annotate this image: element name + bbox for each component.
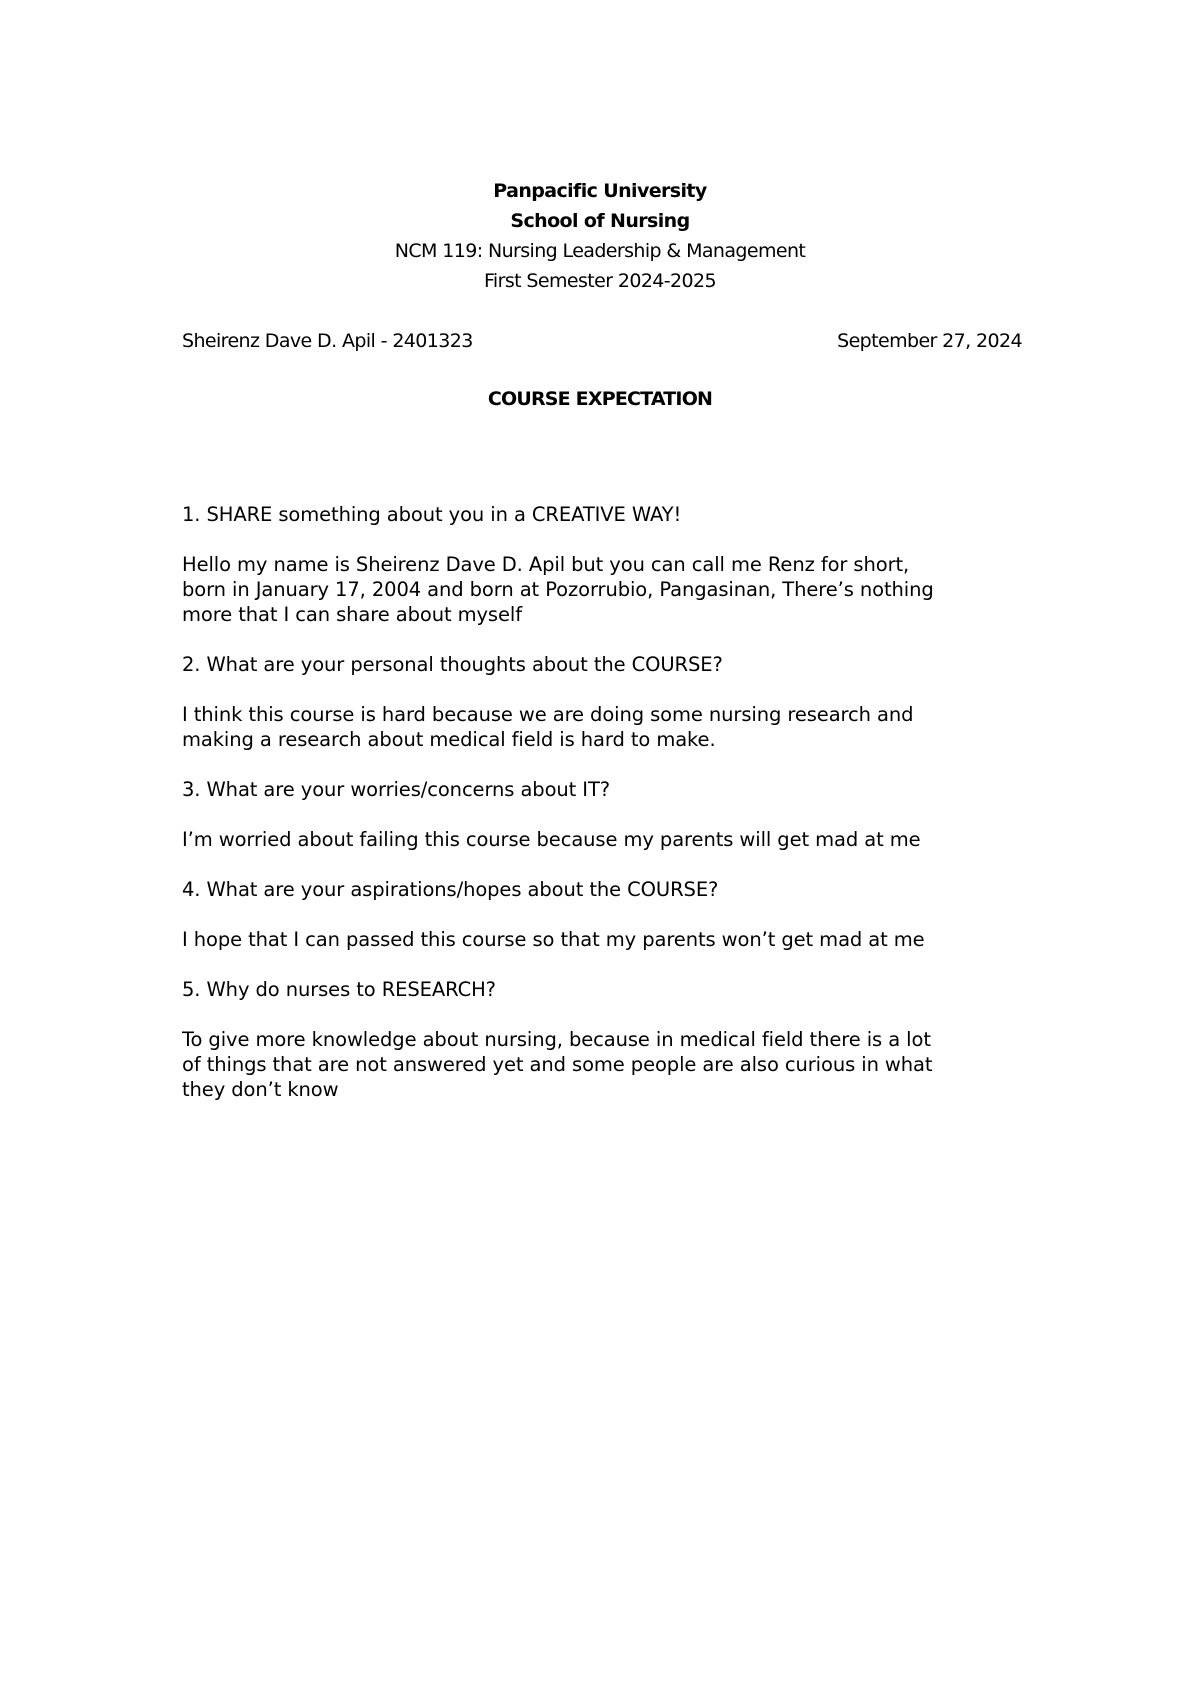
semester: First Semester 2024-2025 (483, 270, 717, 292)
document-title: COURSE EXPECTATION (487, 388, 713, 410)
submission-date: September 27, 2024 (837, 330, 1022, 352)
question-5: 5. Why do nurses to RESEARCH? (182, 978, 496, 1001)
student-name-id: Sheirenz Dave D. Apil - 2401323 (182, 330, 473, 352)
answer-4: I hope that I can passed this course so that my parents won’t get mad at me (182, 928, 925, 951)
answer-5: To give more knowledge about nursing, because in medical field there is a lot of things that are not answered yet and some people are also curious in what they don’t know (182, 1028, 933, 1101)
question-1: 1. SHARE something about you in a CREATIVE WAY! (182, 503, 682, 526)
answer-3: I’m worried about failing this course because my parents will get mad at me (182, 828, 921, 851)
answer-2: I think this course is hard because we are doing some nursing research and making a research about medical field is hard to make. (182, 703, 914, 751)
question-3: 3. What are your worries/concerns about IT? (182, 778, 611, 801)
question-4: 4. What are your aspirations/hopes about the COURSE? (182, 878, 719, 901)
university-name: Panpacific University (493, 180, 707, 202)
document-header (0, 176, 1200, 296)
question-2: 2. What are your personal thoughts about the COURSE? (182, 653, 723, 676)
answer-1: Hello my name is Sheirenz Dave D. Apil but you can call me Renz for short, born in January 17, 2004 and born at Pozorrubio, Pangasinan, There’s nothing more that I can share about myself (182, 553, 934, 626)
student-info-row (182, 326, 1022, 356)
school-name: School of Nursing (510, 210, 690, 232)
course-name: NCM 119: Nursing Leadership & Management (394, 240, 806, 262)
